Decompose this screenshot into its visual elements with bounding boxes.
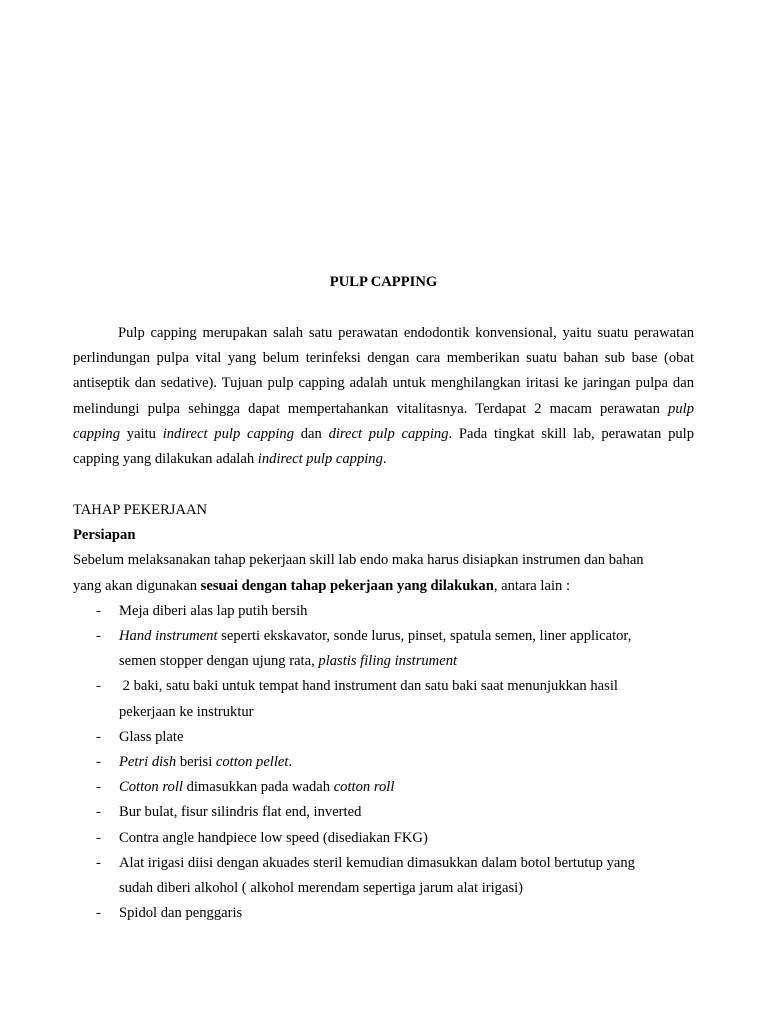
- list-item: [73, 775, 694, 800]
- list-item-text: Glass plate: [119, 728, 184, 745]
- intro-italic-1: pulp capping: [73, 400, 694, 442]
- list-item: [73, 624, 694, 674]
- list-item-text: Contra angle handpiece low speed (disediakan FKG): [119, 829, 428, 846]
- list-item-italic: plastis filing instrument: [318, 653, 458, 670]
- intro-text-3: dan: [294, 425, 329, 442]
- intro-italic-2: indirect pulp capping: [162, 425, 294, 442]
- list-item-text: dimasukkan pada wadah: [182, 779, 334, 796]
- list-item-text: .: [288, 754, 293, 771]
- section-heading: TAHAP PEKERJAAN: [73, 502, 208, 518]
- intro-text-4: . Pada tingkat skill lab, perawatan pulp capping yang dilakukan adalah: [73, 425, 695, 468]
- list-item-italic: cotton roll: [333, 779, 395, 796]
- subheading-persiapan: Persiapan: [73, 527, 136, 544]
- intro-text-5: .: [382, 451, 387, 468]
- prep-text-line-2: [73, 574, 694, 599]
- preparation-list: [73, 599, 694, 927]
- list-item-text: berisi: [176, 754, 216, 771]
- intro-paragraph: [73, 321, 694, 472]
- list-item-text: Meja diberi alas lap putih bersih: [119, 602, 308, 619]
- bullet-dash: -: [96, 905, 101, 922]
- list-item-italic: Hand instrument: [119, 628, 218, 645]
- list-item-text: semen stopper dengan ujung rata,: [119, 653, 319, 670]
- list-item-italic: cotton pellet: [215, 754, 289, 771]
- bullet-dash: -: [96, 829, 101, 846]
- bullet-dash: -: [96, 854, 101, 871]
- list-item-text: seperti ekskavator, sonde lurus, pinset, spatula semen, liner applicator,: [217, 628, 632, 645]
- bullet-dash: -: [96, 628, 101, 645]
- document-title: PULP CAPPING: [329, 274, 438, 290]
- list-item-text: Bur bulat, fisur silindris flat end, inverted: [119, 804, 362, 821]
- intro-text-1: Pulp capping merupakan salah satu perawatan endodontik konvensional, yaitu suatu perawatan perlindungan pulpa vital yang belum terinfeksi dengan cara memberikan suatu bahan sub base (obat antiseptik dan sedative). Tujuan pulp capping adalah untuk menghilangkan iritasi ke jaringan pulpa dan melindungi pulpa sehingga dapat mempertahankan vitalitasnya. Terdapat 2 macam perawatan: [73, 325, 694, 417]
- prep-text-line-1: Sebelum melaksanakan tahap pekerjaan skill lab endo maka harus disiapkan instrumen dan bahan: [73, 552, 644, 569]
- list-item-italic: Cotton roll: [119, 779, 183, 796]
- list-item-text: 2 baki, satu baki untuk tempat hand instrument dan satu baki saat menunjukkan hasil: [119, 678, 618, 695]
- bullet-dash: -: [96, 602, 101, 619]
- bullet-dash: -: [96, 779, 101, 796]
- intro-italic-4: indirect pulp capping: [257, 451, 383, 468]
- prep-text-3: , antara lain :: [493, 577, 571, 594]
- work-stages-section: [73, 498, 694, 926]
- list-item: [73, 725, 694, 750]
- list-item: [73, 674, 694, 724]
- bullet-dash: -: [96, 728, 101, 745]
- prep-text-2: yang akan digunakan: [73, 577, 201, 594]
- list-item-text: Spidol dan penggaris: [119, 905, 243, 922]
- list-item: [73, 599, 694, 624]
- list-item-text: Alat irigasi diisi dengan akuades steril kemudian dimasukkan dalam botol bertutup yang: [119, 854, 635, 871]
- list-item-italic: Petri dish: [119, 754, 177, 771]
- prep-bold-text: sesuai dengan tahap pekerjaan yang dilakukan: [200, 577, 494, 594]
- list-item: [73, 901, 694, 926]
- list-item: [73, 826, 694, 851]
- list-item: [73, 851, 694, 901]
- list-item-text: sudah diberi alkohol ( alkohol merendam sepertiga jarum alat irigasi): [119, 880, 524, 897]
- list-item-text: pekerjaan ke instruktur: [119, 703, 254, 720]
- intro-text-2: yaitu: [120, 425, 163, 442]
- bullet-dash: -: [96, 754, 101, 771]
- intro-italic-3: direct pulp capping: [328, 425, 449, 442]
- list-item: [73, 800, 694, 825]
- bullet-dash: -: [96, 678, 101, 695]
- list-item: [73, 750, 694, 775]
- bullet-dash: -: [96, 804, 101, 821]
